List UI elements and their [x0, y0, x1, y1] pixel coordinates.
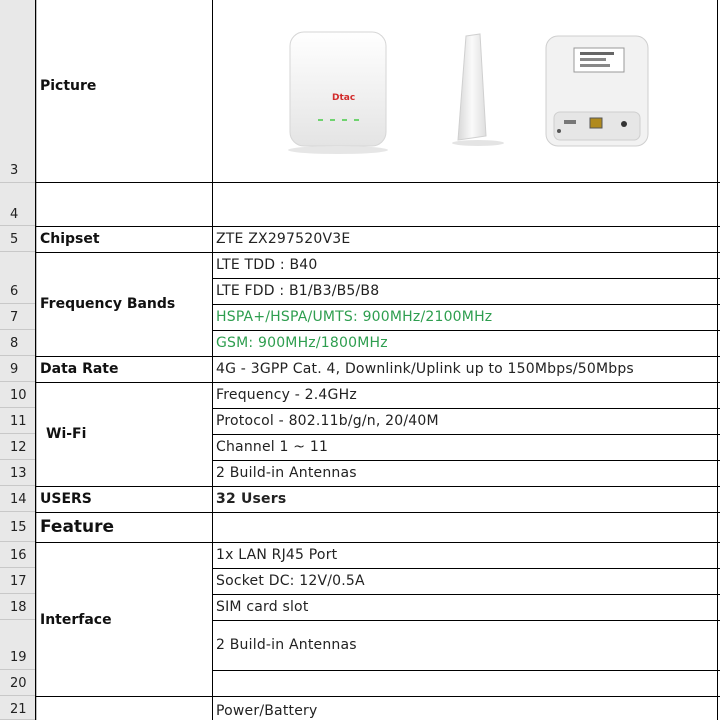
grid-line: [36, 226, 720, 227]
grid-line: [36, 542, 720, 543]
grid-line: [213, 460, 720, 461]
antennas-value[interactable]: 2 Build-in Antennas: [216, 637, 357, 653]
grid-line: [213, 568, 720, 569]
feature-label[interactable]: Feature: [40, 517, 115, 537]
grid-line: [213, 670, 720, 671]
chipset-label[interactable]: Chipset: [40, 231, 100, 247]
wifi-protocol-value[interactable]: Protocol - 802.11b/g/n, 20/40M: [216, 413, 439, 429]
data-rate-value[interactable]: 4G - 3GPP Cat. 4, Downlink/Uplink up to 150Mbps/50Mbps: [216, 361, 634, 377]
interface-label[interactable]: Interface: [40, 612, 112, 628]
grid-line: [213, 278, 720, 279]
grid-line: [213, 304, 720, 305]
row-number[interactable]: 8: [0, 330, 36, 356]
grid-line: [36, 512, 720, 513]
data-rate-label[interactable]: Data Rate: [40, 361, 119, 377]
grid-line: [36, 486, 720, 487]
lte-fdd-value[interactable]: LTE FDD : B1/B3/B5/B8: [216, 283, 380, 299]
row-number[interactable]: 10: [0, 382, 36, 408]
device-images: [214, 0, 718, 182]
row-number[interactable]: 18: [0, 594, 36, 620]
dc-socket-value[interactable]: Socket DC: 12V/0.5A: [216, 573, 365, 589]
lte-tdd-value[interactable]: LTE TDD : B40: [216, 257, 318, 273]
wifi-frequency-value[interactable]: Frequency - 2.4GHz: [216, 387, 357, 403]
row-number[interactable]: 7: [0, 304, 36, 330]
row-number[interactable]: 17: [0, 568, 36, 594]
grid-line: [36, 252, 720, 253]
grid-line: [212, 0, 213, 720]
sim-slot-value[interactable]: SIM card slot: [216, 599, 309, 615]
gsm-value[interactable]: GSM: 900MHz/1800MHz: [216, 335, 388, 351]
users-value[interactable]: 32 Users: [216, 491, 287, 507]
row-number[interactable]: 3: [0, 0, 36, 183]
grid-line: [36, 182, 720, 183]
router-side-image: [452, 34, 504, 146]
grid-line: [213, 594, 720, 595]
device-logo-text: Dtac: [332, 93, 356, 103]
chipset-value[interactable]: ZTE ZX297520V3E: [216, 231, 351, 247]
wifi-label[interactable]: Wi-Fi: [46, 426, 87, 442]
frequency-bands-label[interactable]: Frequency Bands: [40, 296, 176, 312]
grid-line: [213, 620, 720, 621]
row-number[interactable]: 20: [0, 670, 36, 696]
power-battery-value[interactable]: Power/Battery: [216, 703, 318, 719]
router-front-image: [288, 32, 388, 154]
wifi-channel-value[interactable]: Channel 1 ~ 11: [216, 439, 329, 455]
router-back-image: [546, 36, 648, 146]
grid-line: [213, 330, 720, 331]
grid-line: [36, 696, 720, 697]
row-number[interactable]: 15: [0, 512, 36, 542]
row-number[interactable]: 11: [0, 408, 36, 434]
grid-line: [35, 0, 36, 720]
wifi-antennas-value[interactable]: 2 Build-in Antennas: [216, 465, 357, 481]
row-number[interactable]: 19: [0, 620, 36, 670]
picture-label[interactable]: Picture: [40, 78, 97, 94]
grid-line: [36, 356, 720, 357]
users-label[interactable]: USERS: [40, 491, 92, 507]
row-number[interactable]: 5: [0, 226, 36, 252]
device-pictures[interactable]: [214, 0, 718, 182]
row-number[interactable]: 16: [0, 542, 36, 568]
grid-line: [36, 382, 720, 383]
row-number[interactable]: 12: [0, 434, 36, 460]
row-number[interactable]: 14: [0, 486, 36, 512]
row-number[interactable]: 13: [0, 460, 36, 486]
hspa-value[interactable]: HSPA+/HSPA/UMTS: 900MHz/2100MHz: [216, 309, 493, 325]
row-number[interactable]: 21: [0, 696, 36, 720]
row-number[interactable]: 9: [0, 356, 36, 382]
row-number[interactable]: 6: [0, 252, 36, 304]
lan-port-value[interactable]: 1x LAN RJ45 Port: [216, 547, 338, 563]
row-number[interactable]: 4: [0, 183, 36, 226]
grid-line: [213, 434, 720, 435]
grid-line: [213, 408, 720, 409]
